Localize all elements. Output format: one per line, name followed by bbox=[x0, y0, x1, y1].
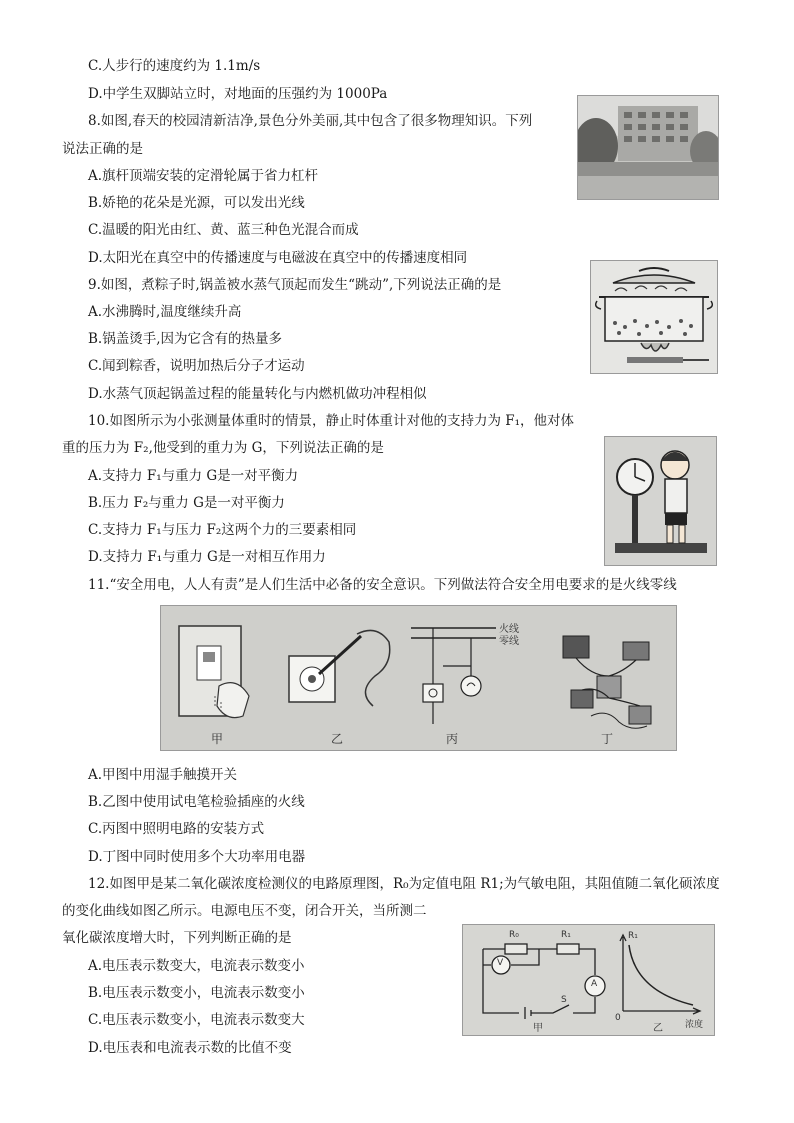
q9-option-b: B.锅盖烫手,因为它含有的热量多 bbox=[88, 331, 283, 347]
q11-option-d: D.丁图中同时使用多个大功率用电器 bbox=[88, 849, 306, 865]
live-wire-label: 火线 bbox=[499, 624, 519, 635]
fig-label-bing: 丙 bbox=[446, 732, 459, 746]
q12-option-d: D.电压表和电流表示数的比值不变 bbox=[88, 1040, 292, 1056]
q11-option-a: A.甲图中用湿手触摸开关 bbox=[88, 767, 238, 783]
circuit-diagram bbox=[483, 944, 598, 1019]
graph-y-label: R₁ bbox=[628, 931, 638, 941]
fig-ding-appliances bbox=[563, 636, 651, 728]
q12-stem-line2: 的变化曲线如图乙所示。电源电压不变，闭合开关，当所测二 bbox=[62, 903, 427, 919]
safety-figure bbox=[160, 605, 677, 751]
q8-option-b: B.娇艳的花朵是光源，可以发出光线 bbox=[88, 195, 305, 211]
q9-option-d: D.水蒸气顶起锅盖过程的能量转化与内燃机做功冲程相似 bbox=[88, 386, 427, 402]
r1-label: R₁ bbox=[561, 930, 571, 940]
fig-label-jia: 甲 bbox=[533, 1023, 543, 1034]
q10-option-b: B.压力 F₂与重力 G是一对平衡力 bbox=[88, 495, 285, 511]
scale-figure bbox=[604, 436, 717, 566]
campus-photo bbox=[577, 95, 719, 200]
q8-option-d: D.太阳光在真空中的传播速度与电磁波在真空中的传播速度相同 bbox=[88, 250, 468, 266]
q10-option-d: D.支持力 F₁与重力 G是一对相互作用力 bbox=[88, 549, 326, 565]
q11-stem: 11.“安全用电，人人有责”是人们生活中必备的安全意识。下列做法符合安全用电要求的是火线零线 bbox=[88, 577, 677, 593]
q12-stem-line1: 12.如图甲是某二氧化碳浓度检测仪的电路原理图，R₀为定值电阻 R1;为气敏电阻，其阻值随二氧化硕浓度 bbox=[88, 876, 720, 892]
q10-option-c: C.支持力 F₁与压力 F₂这两个力的三要素相同 bbox=[88, 522, 357, 538]
q7-option-d: D.中学生双脚站立时，对地面的压强约为 1000Pa bbox=[88, 86, 388, 102]
q10-stem-line2: 重的压力为 F₂,他受到的重力为 G，下列说法正确的是 bbox=[62, 440, 384, 456]
fig-label-yi: 乙 bbox=[653, 1023, 663, 1034]
q8-stem-line2: 说法正确的是 bbox=[62, 141, 143, 157]
circuit-graph-figure bbox=[462, 924, 715, 1036]
q10-option-a: A.支持力 F₁与重力 G是一对平衡力 bbox=[88, 468, 299, 484]
pot-figure bbox=[590, 260, 718, 374]
fig-jia-switch bbox=[179, 626, 249, 718]
q10-stem-line1: 10.如图所示为小张测量体重时的情景，静止时体重计对他的支持力为 F₁，他对体 bbox=[88, 413, 575, 429]
q9-option-c: C.闻到粽香，说明加热后分子才运动 bbox=[88, 358, 305, 374]
q9-stem: 9.如图，煮粽子时,锅盖被水蒸气顶起而发生“跳动”,下列说法正确的是 bbox=[88, 277, 502, 293]
r0-label: R₀ bbox=[509, 930, 519, 940]
fig-label-ding: 丁 bbox=[601, 732, 614, 746]
q12-option-b: B.电压表示数变小，电流表示数变小 bbox=[88, 985, 305, 1001]
fig-yi-socket bbox=[289, 630, 390, 706]
graph-origin-label: 0 bbox=[615, 1013, 621, 1023]
q11-option-b: B.乙图中使用试电笔检验插座的火线 bbox=[88, 794, 305, 810]
graph-x-label: 浓度 bbox=[685, 1020, 704, 1030]
q8-option-a: A.旗杆顶端安装的定滑轮属于省力杠杆 bbox=[88, 168, 319, 184]
q12-option-c: C.电压表示数变小，电流表示数变大 bbox=[88, 1012, 305, 1028]
q12-stem-line3: 氧化碳浓度增大时，下列判断正确的是 bbox=[62, 930, 292, 946]
q12-option-a: A.电压表示数变大，电流表示数变小 bbox=[88, 958, 305, 974]
q7-option-c: C.人步行的速度约为 1.1m/s bbox=[88, 58, 261, 74]
fig-bing-circuit bbox=[411, 628, 496, 724]
switch-label: S bbox=[561, 995, 567, 1005]
neutral-wire-label: 零线 bbox=[499, 636, 519, 647]
ammeter-label: A bbox=[591, 979, 598, 989]
resistance-graph bbox=[620, 935, 700, 1014]
q8-option-c: C.温暖的阳光由红、黄、蓝三种色光混合而成 bbox=[88, 222, 359, 238]
fig-label-jia: 甲 bbox=[211, 732, 224, 746]
voltmeter-label: V bbox=[497, 958, 504, 968]
q11-option-c: C.丙图中照明电路的安装方式 bbox=[88, 821, 265, 837]
q8-stem-line1: 8.如图,春天的校园清新洁净,景色分外美丽,其中包含了很多物理知识。下列 bbox=[88, 113, 533, 129]
fig-label-yi: 乙 bbox=[331, 732, 344, 746]
q9-option-a: A.水沸腾时,温度继续升高 bbox=[88, 304, 242, 320]
